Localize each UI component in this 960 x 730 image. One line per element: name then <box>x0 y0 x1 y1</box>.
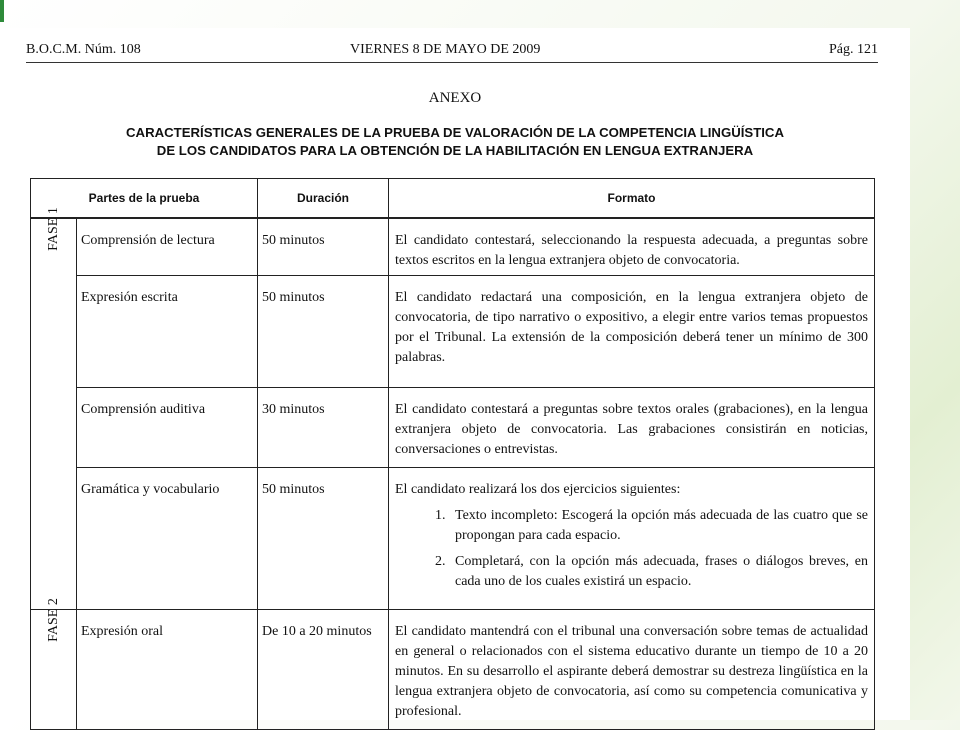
accent-bar <box>0 0 4 22</box>
duration-cell: 30 minutos <box>258 388 389 468</box>
part-cell: Expresión oral <box>77 610 258 730</box>
header-rule <box>26 62 878 63</box>
exercise-list <box>395 506 868 592</box>
format-cell: El candidato redactará una composición, en la lengua extranjera objeto de convocatoria, de tipo narrativo o expositivo, a elegir entre varios temas propuestos por el Tribunal. La extensión de la composición deberá tener un mínimo de 300 palabras. <box>389 276 875 388</box>
table-row <box>31 388 875 468</box>
table-row <box>31 276 875 388</box>
part-cell: Gramática y vocabulario <box>77 468 258 610</box>
column-header-parts: Partes de la prueba <box>31 179 258 219</box>
phase-label-2: FASE 2 <box>45 598 61 642</box>
part-cell: Comprensión de lectura <box>77 218 258 276</box>
table-row <box>31 610 875 730</box>
phase-label-1: FASE 1 <box>45 207 61 251</box>
format-cell: El candidato mantendrá con el tribunal una conversación sobre temas de actualidad en general o relacionados con el sistema educativo durante un tiempo de 10 a 20 minutos. En su desarrollo el aspirante deberá demostrar su destreza lingüística en la lengua extranjera objeto de convocatoria, así como su competencia comunicativa y profesional. <box>389 610 875 730</box>
list-item: 1. Texto incompleto: Escogerá la opción más adecuada de las cuatro que se propongan para cada espacio. <box>449 506 868 546</box>
page-header <box>26 42 878 62</box>
list-item: 2. Completará, con la opción más adecuada, frases o diálogos breves, en cada uno de los cuales existirá un espacio. <box>449 552 868 592</box>
duration-cell: 50 minutos <box>258 218 389 276</box>
format-cell <box>389 468 875 610</box>
exam-table <box>30 178 875 730</box>
page-number: Pág. 121 <box>829 42 878 57</box>
table-row <box>31 218 875 276</box>
table-header-row <box>31 179 875 219</box>
publication-date: VIERNES 8 DE MAYO DE 2009 <box>350 42 541 57</box>
format-cell: El candidato contestará, seleccionando la respuesta adecuada, a preguntas sobre textos escritos en la lengua extranjera objeto de convocatoria. <box>389 218 875 276</box>
part-cell: Comprensión auditiva <box>77 388 258 468</box>
format-cell: El candidato contestará a preguntas sobre textos orales (grabaciones), en la lengua extranjera objeto de convocatoria. Las grabaciones consistirán en noticias, conversaciones o entrevistas. <box>389 388 875 468</box>
document-title <box>0 124 910 160</box>
duration-cell: De 10 a 20 minutos <box>258 610 389 730</box>
title-line-2: DE LOS CANDIDATOS PARA LA OBTENCIÓN DE LA HABILITACIÓN EN LENGUA EXTRANJERA <box>156 143 754 158</box>
phase-cell-2 <box>31 598 77 730</box>
bulletin-number: B.O.C.M. Núm. 108 <box>26 42 141 57</box>
column-header-format: Formato <box>389 179 875 219</box>
phase-cell-1 <box>31 207 77 610</box>
title-line-1: CARACTERÍSTICAS GENERALES DE LA PRUEBA DE VALORACIÓN DE LA COMPETENCIA LINGÜÍSTICA <box>126 125 784 140</box>
duration-cell: 50 minutos <box>258 276 389 388</box>
part-cell: Expresión escrita <box>77 276 258 388</box>
table-row <box>31 468 875 610</box>
format-intro: El candidato realizará los dos ejercicios siguientes: <box>395 482 681 497</box>
section-label: ANEXO <box>428 90 482 106</box>
column-header-duration: Duración <box>258 179 389 219</box>
document-page <box>0 28 910 720</box>
duration-cell: 50 minutos <box>258 468 389 610</box>
